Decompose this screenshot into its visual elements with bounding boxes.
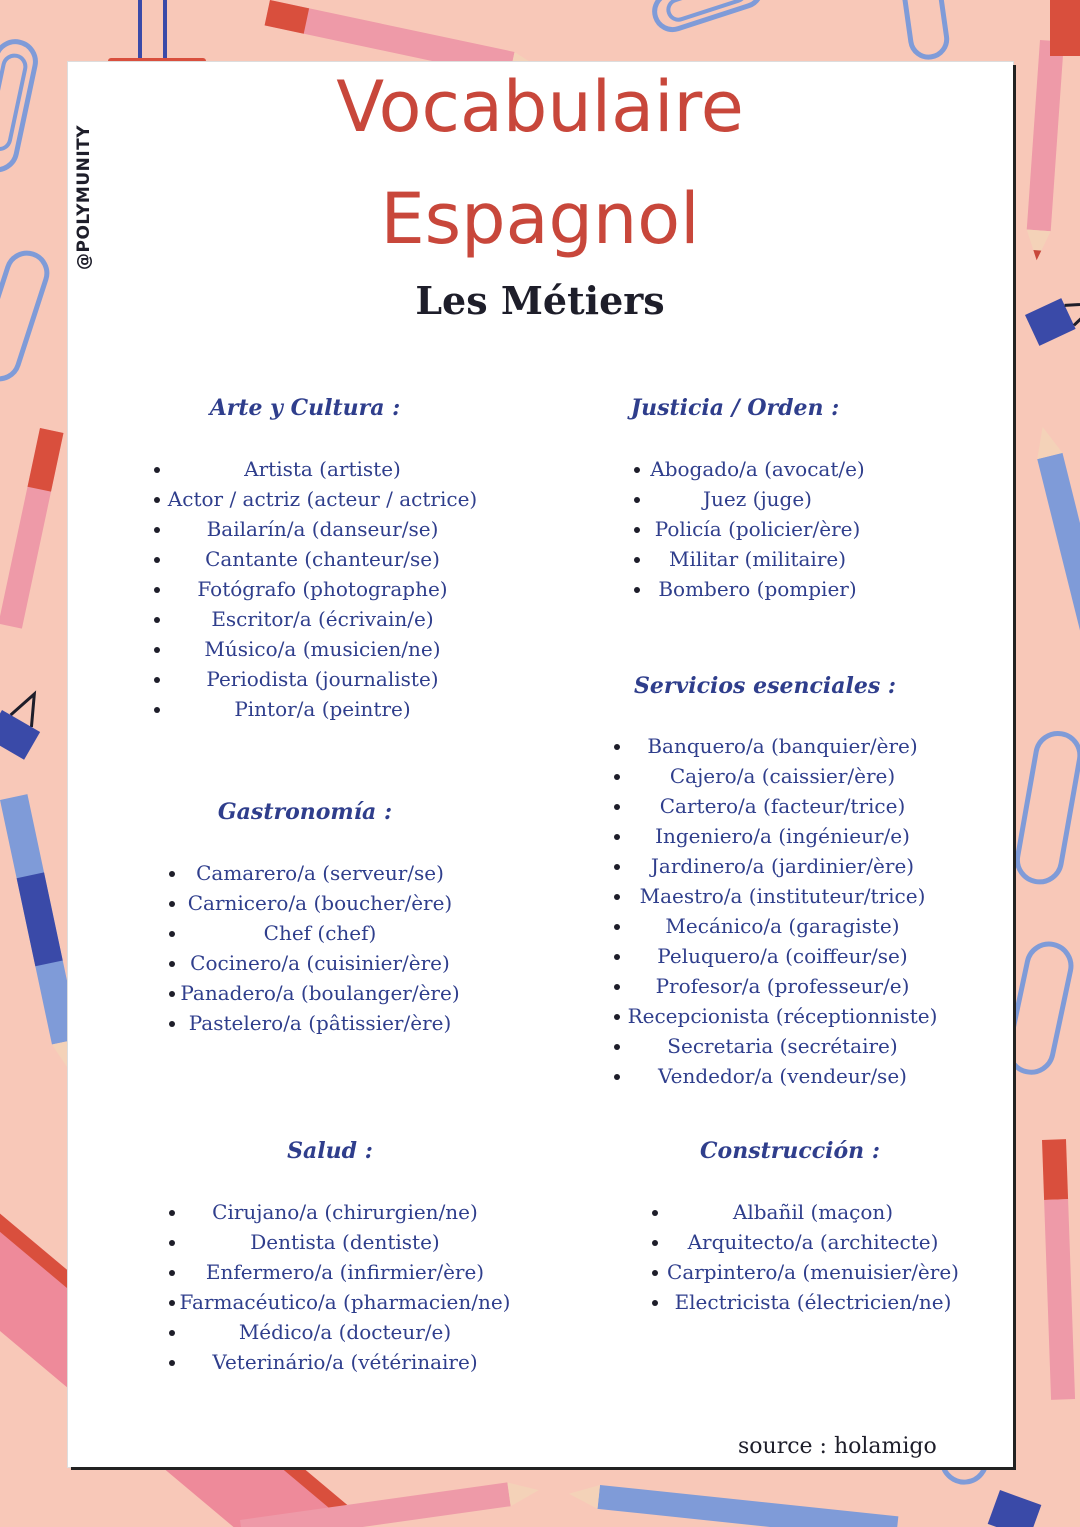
list-item: Pintor/a (peintre) xyxy=(150,694,495,724)
list-item: Banquero/a (banquier/ère) xyxy=(610,731,955,761)
list-item: Artista (artiste) xyxy=(150,454,495,484)
source-credit: source : holamigo xyxy=(738,1434,937,1459)
page-title: Vocabulaire xyxy=(336,66,744,148)
list-construccion xyxy=(648,1197,978,1317)
section-heading-servicios: Servicios esenciales : xyxy=(634,673,896,699)
list-item: Secretaria (secrétaire) xyxy=(610,1031,955,1061)
section-heading-gastronomia: Gastronomía : xyxy=(217,799,393,825)
list-item: Juez (juge) xyxy=(630,484,885,514)
list-item: Ingeniero/a (ingénieur/e) xyxy=(610,821,955,851)
list-item: Carpintero/a (menuisier/ère) xyxy=(648,1257,978,1287)
list-item: Albañil (maçon) xyxy=(648,1197,978,1227)
list-item: Panadero/a (boulanger/ère) xyxy=(165,978,475,1008)
list-justicia xyxy=(630,454,885,604)
list-item: Chef (chef) xyxy=(165,918,475,948)
list-item: Vendedor/a (vendeur/se) xyxy=(610,1061,955,1091)
paperclip-icon xyxy=(1014,730,1080,885)
list-item: Bailarín/a (danseur/se) xyxy=(150,514,495,544)
list-item: Escritor/a (écrivain/e) xyxy=(150,604,495,634)
list-item: Médico/a (docteur/e) xyxy=(165,1317,525,1347)
list-item: Cantante (chanteur/se) xyxy=(150,544,495,574)
list-item: Periodista (journaliste) xyxy=(150,664,495,694)
list-gastronomia xyxy=(165,858,475,1038)
page-subtitle: Les Métiers xyxy=(415,278,665,323)
list-item: Recepcionista (réceptionniste) xyxy=(610,1001,955,1031)
list-item: Arquitecto/a (architecte) xyxy=(648,1227,978,1257)
section-heading-justicia: Justicia / Orden : xyxy=(630,395,840,421)
list-item: Veterinário/a (vétérinaire) xyxy=(165,1347,525,1377)
list-item: Maestro/a (instituteur/trice) xyxy=(610,881,955,911)
list-item: Mecánico/a (garagiste) xyxy=(610,911,955,941)
author-handle: @POLYMUNITY xyxy=(74,124,94,270)
paperclip-icon xyxy=(650,0,766,34)
list-item: Electricista (électricien/ne) xyxy=(648,1287,978,1317)
list-item: Peluquero/a (coiffeur/se) xyxy=(610,941,955,971)
binder-clip-icon xyxy=(988,1490,1042,1527)
list-item: Farmacéutico/a (pharmacien/ne) xyxy=(165,1287,525,1317)
list-item: Cajero/a (caissier/ère) xyxy=(610,761,955,791)
section-heading-arte: Arte y Cultura : xyxy=(209,395,401,421)
list-item: Abogado/a (avocat/e) xyxy=(630,454,885,484)
pencil-icon xyxy=(568,1482,899,1527)
list-item: Profesor/a (professeur/e) xyxy=(610,971,955,1001)
pencil-icon xyxy=(1030,424,1080,712)
section-heading-construccion: Construcción : xyxy=(700,1138,880,1164)
list-item: Músico/a (musicien/ne) xyxy=(150,634,495,664)
list-item: Jardinero/a (jardinier/ère) xyxy=(610,851,955,881)
list-item: Policía (policier/ère) xyxy=(630,514,885,544)
list-item: Dentista (dentiste) xyxy=(165,1227,525,1257)
list-item: Carnicero/a (boucher/ère) xyxy=(165,888,475,918)
list-item: Enfermero/a (infirmier/ère) xyxy=(165,1257,525,1287)
binder-clip-icon xyxy=(0,684,55,760)
list-arte xyxy=(150,454,495,724)
paperclip-icon xyxy=(902,0,949,59)
pencil-icon xyxy=(1042,1139,1075,1400)
list-item: Cocinero/a (cuisinier/ère) xyxy=(165,948,475,978)
list-item: Camarero/a (serveur/se) xyxy=(165,858,475,888)
list-item: Cirujano/a (chirurgien/ne) xyxy=(165,1197,525,1227)
section-heading-salud: Salud : xyxy=(287,1138,373,1164)
pencil-icon xyxy=(1050,0,1080,56)
page-title-language: Espagnol xyxy=(380,178,700,260)
list-item: Actor / actriz (acteur / actrice) xyxy=(150,484,495,514)
list-salud xyxy=(165,1197,525,1377)
pencil-icon xyxy=(0,428,63,629)
paperclip-icon xyxy=(1005,940,1075,1076)
list-item: Militar (militaire) xyxy=(630,544,885,574)
list-item: Bombero (pompier) xyxy=(630,574,885,604)
list-item: Fotógrafo (photographe) xyxy=(150,574,495,604)
list-servicios xyxy=(610,731,955,1091)
list-item: Cartero/a (facteur/trice) xyxy=(610,791,955,821)
list-item: Pastelero/a (pâtissier/ère) xyxy=(165,1008,475,1038)
